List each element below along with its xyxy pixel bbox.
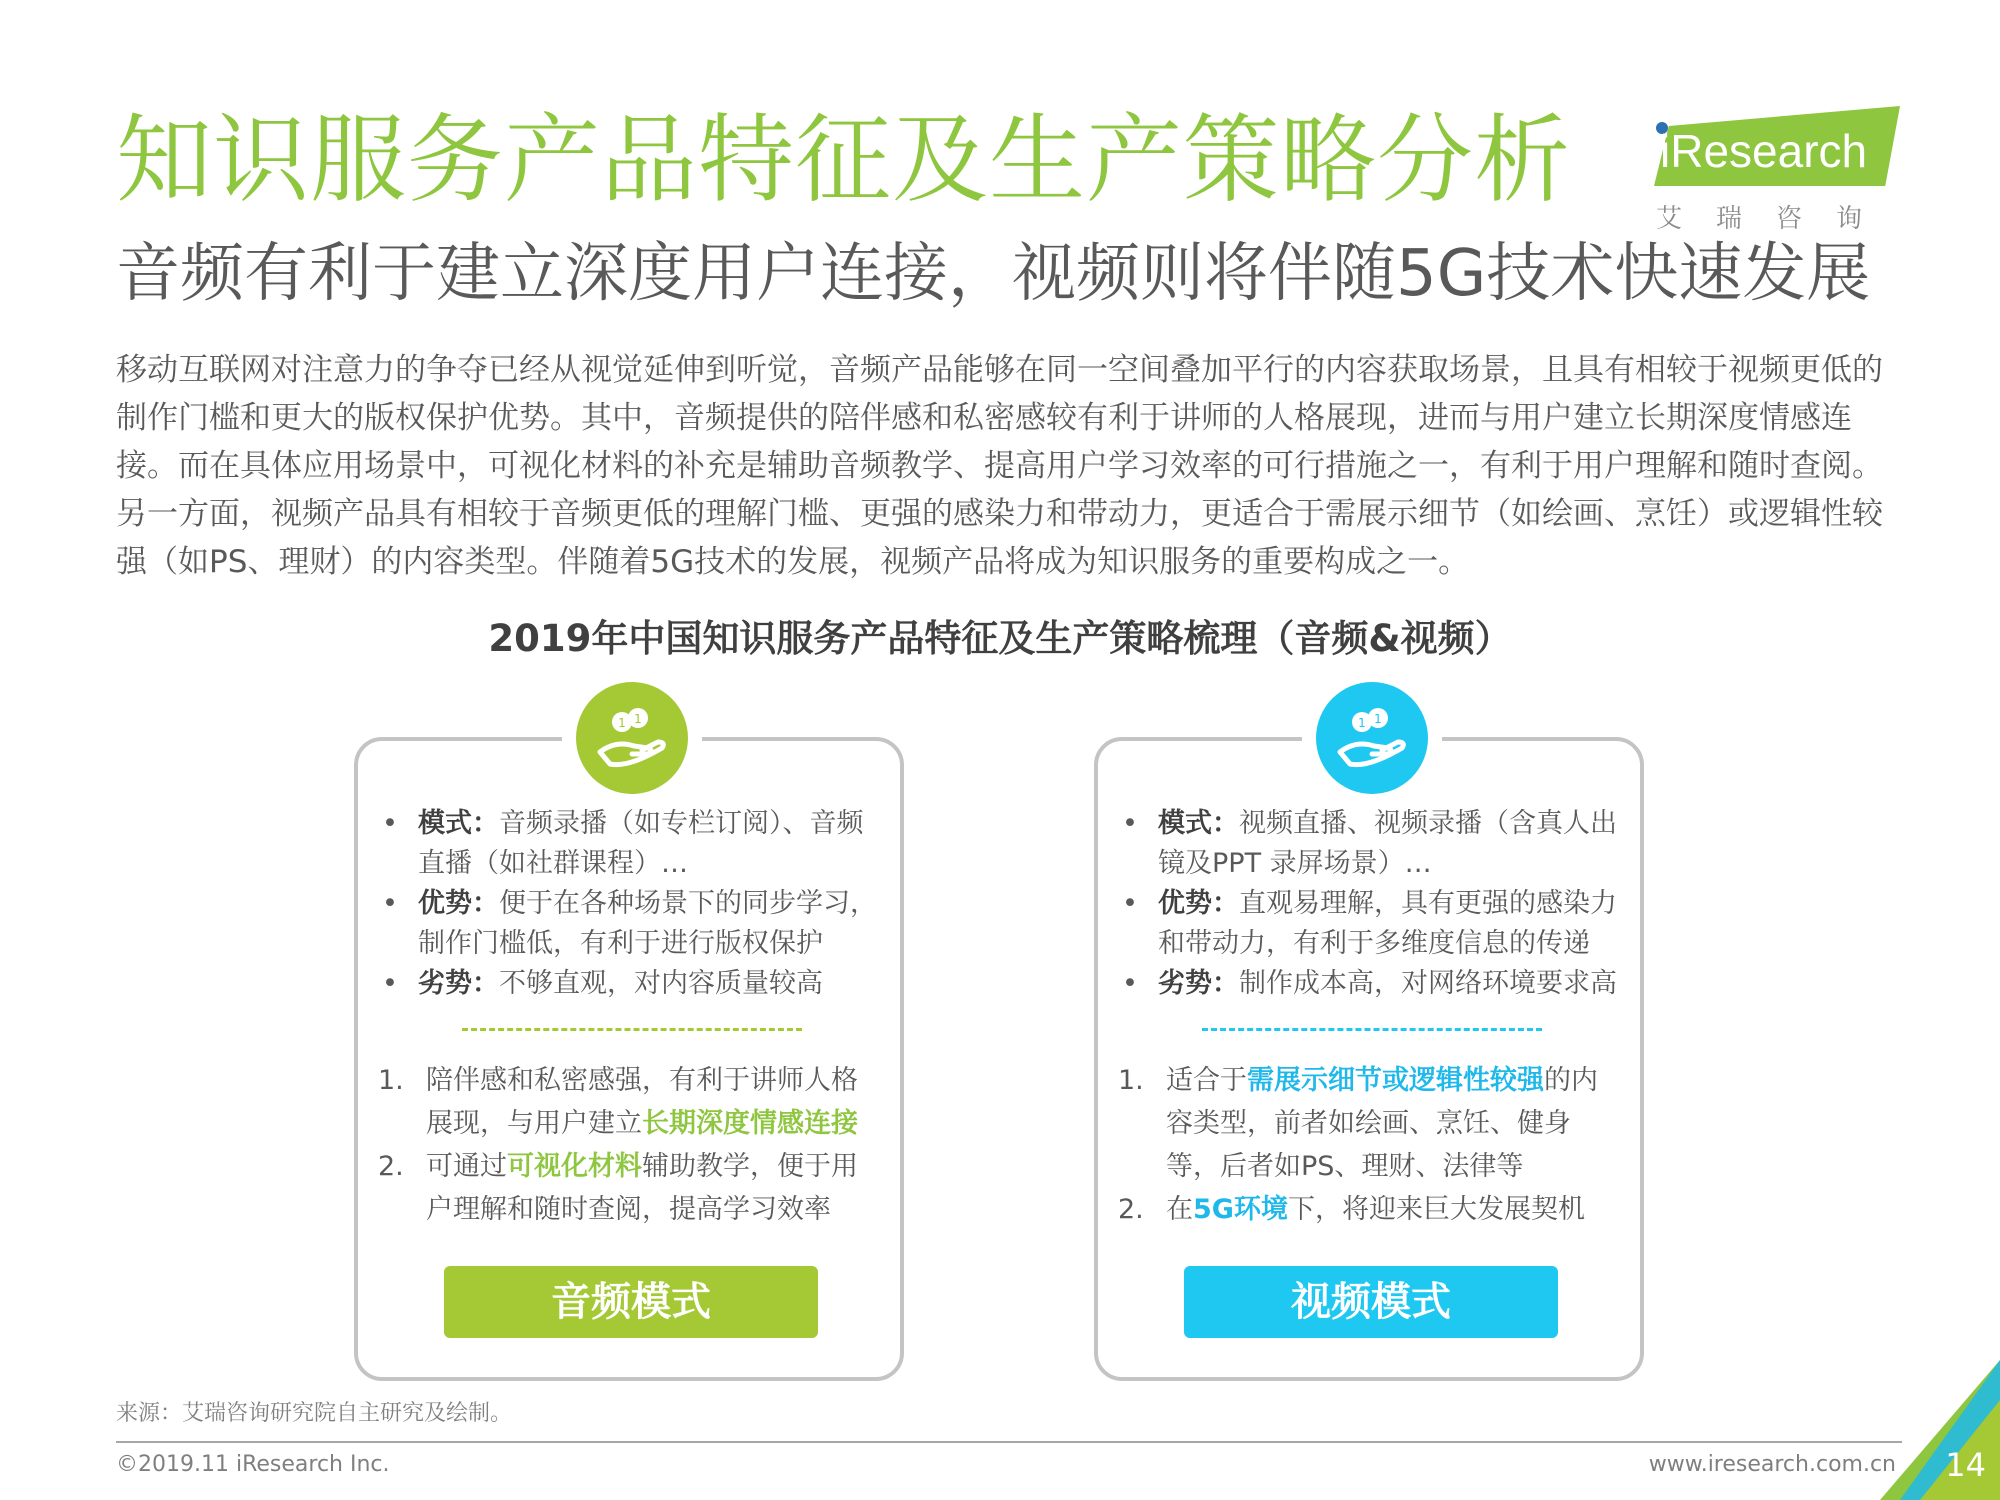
audio-divider [462, 1028, 802, 1031]
logo-wordmark: iResearch [1660, 125, 1868, 177]
bullet-item: • 劣势：制作成本高，对网络环境要求高 [1122, 968, 1617, 999]
page-number: 14 [1945, 1446, 1986, 1484]
coin-hand-icon [576, 682, 688, 794]
bullet-item: • 优势：直观易理解，具有更强的感染力和带动力，有利于多维度信息的传递 [1122, 888, 1617, 959]
copyright: ©2019.11 iResearch Inc. [116, 1452, 390, 1477]
numbered-item: 1. 陪伴感和私密感强，有利于讲师人格展现，与用户建立长期深度情感连接 [378, 1065, 858, 1139]
numbered-item: 1. 适合于需展示细节或逻辑性较强的内容类型，前者如绘画、烹饪、健身等，后者如PS、理财、法律等 [1118, 1065, 1598, 1182]
source-note: 来源：艾瑞咨询研究院自主研究及绘制。 [116, 1401, 513, 1426]
bullet-item: • 模式：视频直播、视频录播（含真人出镜及PPT 录屏场景）… [1122, 808, 1617, 879]
numbered-item: 2. 可通过可视化材料辅助教学，便于用户理解和随时查阅，提高学习效率 [378, 1151, 858, 1225]
svg-text:1: 1 [618, 716, 626, 730]
bullet-item: • 优势：便于在各种场景下的同步学习，制作门槛低，有利于进行版权保护 [382, 888, 877, 959]
video-divider [1202, 1028, 1542, 1031]
bullet-item: • 劣势：不够直观，对内容质量较高 [382, 968, 823, 999]
bullet-item: • 模式：音频录播（如专栏订阅）、音频直播（如社群课程）… [382, 808, 864, 879]
audio-mode-button[interactable]: 音频模式 [444, 1266, 818, 1338]
coin-hand-icon [1316, 682, 1428, 794]
svg-text:1: 1 [634, 712, 642, 726]
intro-paragraph: 移动互联网对注意力的争夺已经从视觉延伸到听觉，音频产品能够在同一空间叠加平行的内容获取场景，且具有相较于视频更低的制作门槛和更大的版权保护优势。其中，音频提供的陪伴感和私密感较有利于讲师的人格展现，进而与用户建立长期深度情感连接。而在具体应用场景中，可视化材料的补充是辅助音频教学、提高用户学习效率的可行措施之一，有利于用户理解和随时查阅。另一方面，视频产品具有相较于音频更低的理解门槛、更强的感染力和带动力，更适合于需展示细节（如绘画、烹饪）或逻辑性较强（如PS、理财）的内容类型。伴随着5G技术的发展，视频产品将成为知识服务的重要构成之一。 [116, 352, 1883, 580]
numbered-item: 2. 在5G环境下，将迎来巨大发展契机 [1118, 1194, 1585, 1225]
svg-text:1: 1 [1358, 716, 1366, 730]
website-link[interactable]: www.iresearch.com.cn [1648, 1452, 1896, 1477]
page-title: 知识服务产品特征及生产策略分析 [116, 104, 1571, 216]
svg-text:1: 1 [1374, 712, 1382, 726]
logo-chinese: 艾瑞咨询 [1656, 204, 1897, 234]
footer-divider [116, 1441, 1902, 1443]
video-bullets [1118, 804, 1618, 1004]
video-mode-button[interactable]: 视频模式 [1184, 1266, 1558, 1338]
figure-title: 2019年中国知识服务产品特征及生产策略梳理（音频&视频） [488, 617, 1512, 660]
iresearch-logo [1652, 106, 1902, 236]
audio-bullets [378, 804, 878, 1004]
page-subtitle: 音频有利于建立深度用户连接，视频则将伴随5G技术快速发展 [116, 237, 1871, 311]
video-points [1118, 1059, 1618, 1231]
audio-points [378, 1059, 878, 1231]
